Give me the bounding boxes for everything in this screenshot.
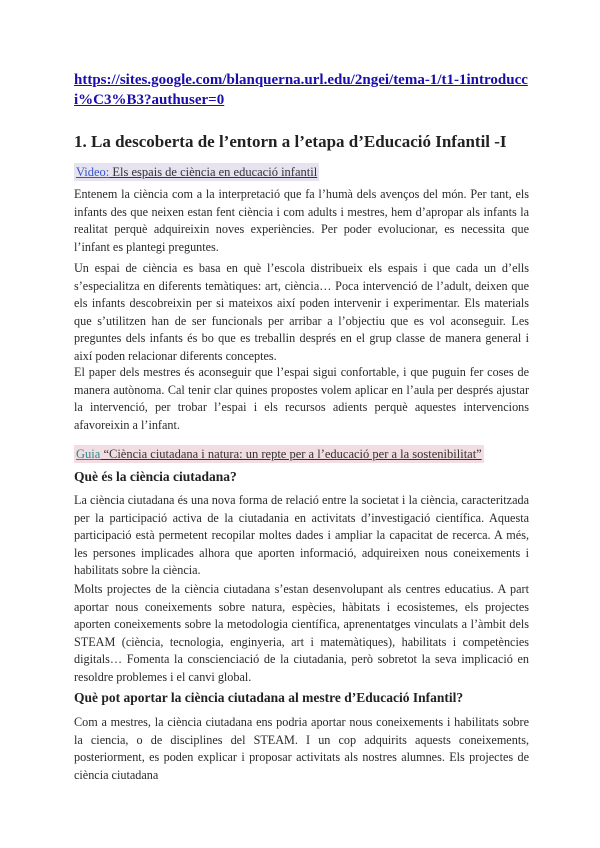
- paragraph-1: Entenem la ciència com a la interpretació que fa l’humà dels avenços del món. Per tant, els infants des que neixen estan fent ciència i com adults i mestres, hem d’apropar als infants la realitat perquè adquireixin noves experiències. Per poder evolucionar, es necessita que l’infant es plantegi preguntes.: [74, 187, 529, 254]
- subheading-what-it-brings: Què pot aportar la ciència ciutadana al mestre d’Educació Infantil?: [74, 690, 464, 705]
- video-reference[interactable]: [74, 163, 319, 181]
- subheading-what-is: Què és la ciència ciutadana?: [74, 469, 237, 484]
- guide-reference-row: [74, 443, 529, 463]
- paragraph-4: La ciència ciutadana és una nova forma de relació entre la societat i la ciència, caracteritzada per la participació activa de la ciutadania en activitats d’investigació científica. Aquesta participació està permetent recopilar moltes dades i ampliar la capacitat de recerca. A més, les persones implicades alhora que aporten informació, adquireixen nous coneixements i habilitats sobre la ciència.: [74, 493, 529, 577]
- guide-label: Guia: [76, 447, 101, 461]
- paragraph-2: Un espai de ciència es basa en què l’escola distribueix els espais i que cada un d’ells s’especialitza en diferents temàtiques: art, ciència… Poca intervenció de l’adult, deixen que els infants descobreixin per si mateixos així poden intervenir i experimentar. Els materials que s’utilitzen han de ser funcionals per arribar a l’objectiu que es vol aconseguir. Les preguntes dels infants és bo que es treballin després en el grup classe de manera general i així poden relacionar diferents conceptes.: [74, 261, 529, 363]
- paragraph-3: El paper dels mestres és aconseguir que l’espai sigui confortable, i que puguin fer coses de manera autònoma. Cal tenir clar quines propostes volem aplicar en l’aula per després ajustar la intervenció, per trobar l’espai i els recursos adients perquè aquestes intervencions afavoreixin a l’infant.: [74, 365, 529, 432]
- section-heading: 1. La descoberta de l’entorn a l’etapa d’Educació Infantil -I: [74, 132, 507, 151]
- video-title: Els espais de ciència en educació infantil: [109, 165, 318, 179]
- video-label: Video:: [76, 165, 110, 179]
- guide-title: “Ciència ciutadana i natura: un repte per a l’educació per a la sostenibilitat”: [100, 447, 482, 461]
- guide-reference[interactable]: [74, 445, 484, 463]
- video-reference-row: [74, 161, 529, 181]
- paragraph-5: Molts projectes de la ciència ciutadana s’estan desenvolupant als centres educatius. A part aportar nous coneixements sobre natura, espècies, hàbitats i ecosistemes, els projectes aporten coneixements sobre la metodologia científica, aprenentatges vinculats a l’àmbit dels STEAM (ciència, tecnologia, enginyeria, art i matemàtiques), habilitats i competències digitals… Fomenta la conscienciació de la ciutadania, però sobretot la seva implicació en resoldre problemes i el canvi global.: [74, 582, 529, 684]
- source-link[interactable]: https://sites.google.com/blanquerna.url.edu/2ngei/tema-1/t1-1introducci%C3%B3?authuser=0: [74, 72, 528, 108]
- paragraph-6: Com a mestres, la ciència ciutadana ens podria aportar nous coneixements i habilitats sobre la ciencia, o de disciplines del STEAM. I un cop adquirits aquests coneixements, posteriorment, es poden explicar i proposar activitats als nostres alumnes. Els projectes de ciència ciutadana: [74, 715, 529, 782]
